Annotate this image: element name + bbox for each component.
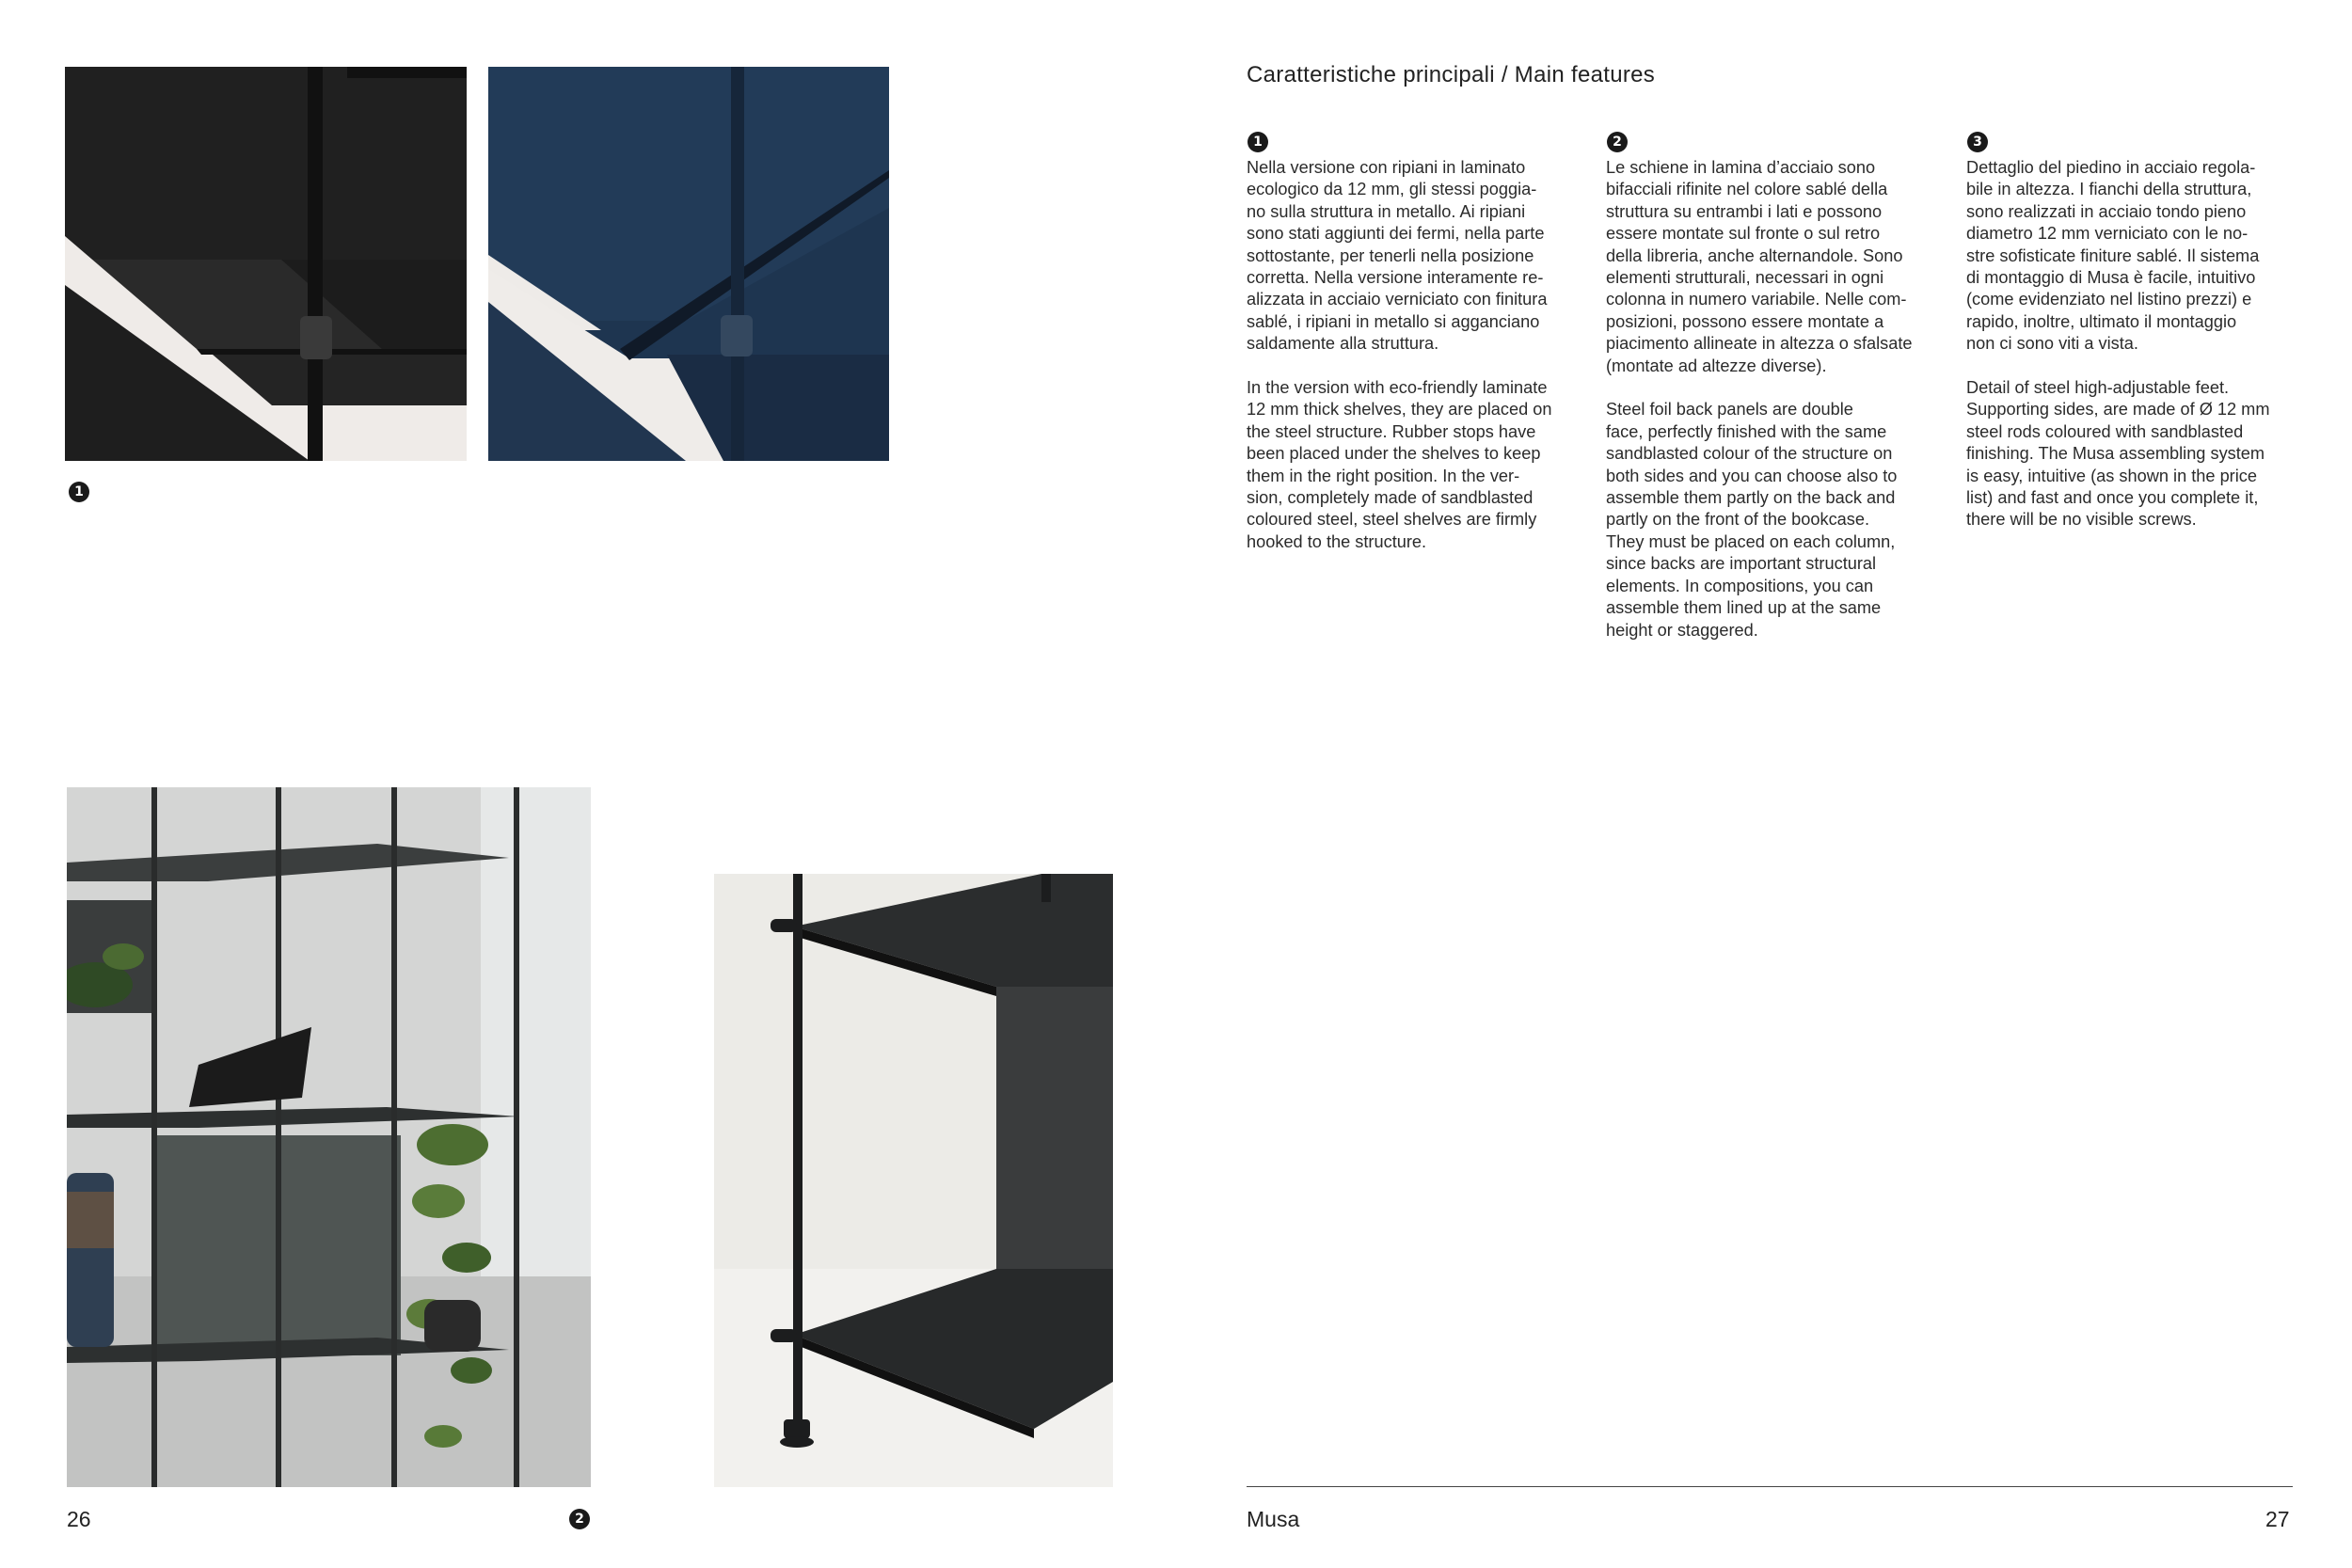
feature-marker-1: 1 bbox=[1248, 132, 1268, 152]
feature-1-english-text: In the version with eco-friendly laminate 12 mm thick shelves, they are placed on the steel structure. Rubber stops have been placed under the shelves to keep them in the right position. In the ver- sion, completely made of sandblasted coloured steel, steel shelves are firmly hooked to the structure. bbox=[1247, 378, 1552, 551]
feature-marker-2: 2 bbox=[1607, 132, 1628, 152]
feature-3-italian-text: Dettaglio del piedino in acciaio regola- bile in altezza. I fianchi della struttura, sono realizzati in acciaio tondo pieno diametro 12 mm verniciato con le no- stre sofisticate finiture sablé. Il sistema di montaggio di Musa è facile, intuitivo (come evidenziato nel listino prezzi) e rapido, inoltre, ultimato il montaggio non ci sono viti a vista. bbox=[1966, 158, 2260, 354]
feature-column-3 bbox=[1966, 157, 2297, 531]
page-number-right: 27 bbox=[2265, 1507, 2290, 1531]
figure-marker-2: 2 bbox=[569, 1509, 590, 1529]
photo-black-shelf-detail bbox=[65, 67, 467, 461]
photo-shelf-foot-detail bbox=[714, 874, 1113, 1487]
feature-2-italian-text: Le schiene in lamina d’acciaio sono bifacciali rifinite nel colore sablé della struttura su entrambi i lati e possono essere montate sul fronte o sul retro della libreria, anche alternandole. Sono elementi strutturali, necessari in ogni colonna in numero variabile. Nelle com- posizioni, possono essere montate a piacimento allineate in altezza o sfalsate (montate ad altezze diverse). bbox=[1606, 158, 1913, 375]
page-number-left: 26 bbox=[67, 1507, 91, 1531]
footer-rule bbox=[1247, 1486, 2293, 1487]
feature-1-italian-text: Nella versione con ripiani in laminato ecologico da 12 mm, gli stessi poggia- no sulla struttura in metallo. Ai ripiani sono stati aggiunti dei fermi, nella parte sottostante, per tenerli nella posizione corretta. Nella versione interamente re- alizzata in acciaio verniciato con finitura sablé, i ripiani in metallo si agganciano saldamente alla struttura. bbox=[1247, 158, 1548, 354]
feature-column-1 bbox=[1247, 157, 1578, 553]
figure-marker-1: 1 bbox=[69, 482, 89, 502]
page-heading: Caratteristiche principali / Main features bbox=[1247, 62, 1656, 87]
photo-bookcase-composition bbox=[67, 787, 591, 1487]
feature-marker-3: 3 bbox=[1967, 132, 1988, 152]
footer-title: Musa bbox=[1247, 1507, 1300, 1531]
feature-column-2 bbox=[1606, 157, 1937, 641]
feature-3-english-text: Detail of steel high-adjustable feet. Supporting sides, are made of Ø 12 mm steel rods coloured with sandblasted finishing. The Musa assembling system is easy, intuitive (as shown in the price list) and fast and once you complete it, there will be no visible screws. bbox=[1966, 378, 2270, 530]
feature-2-english-text: Steel foil back panels are double face, perfectly finished with the same sandblasted colour of the structure on both sides and you can choose also to assemble them partly on the back and partly on the front of the bookcase. They must be placed on each column, since backs are important structural elements. In compositions, you can assemble them lined up at the same height or staggered. bbox=[1606, 400, 1898, 640]
photo-blue-shelf-detail bbox=[488, 67, 889, 461]
